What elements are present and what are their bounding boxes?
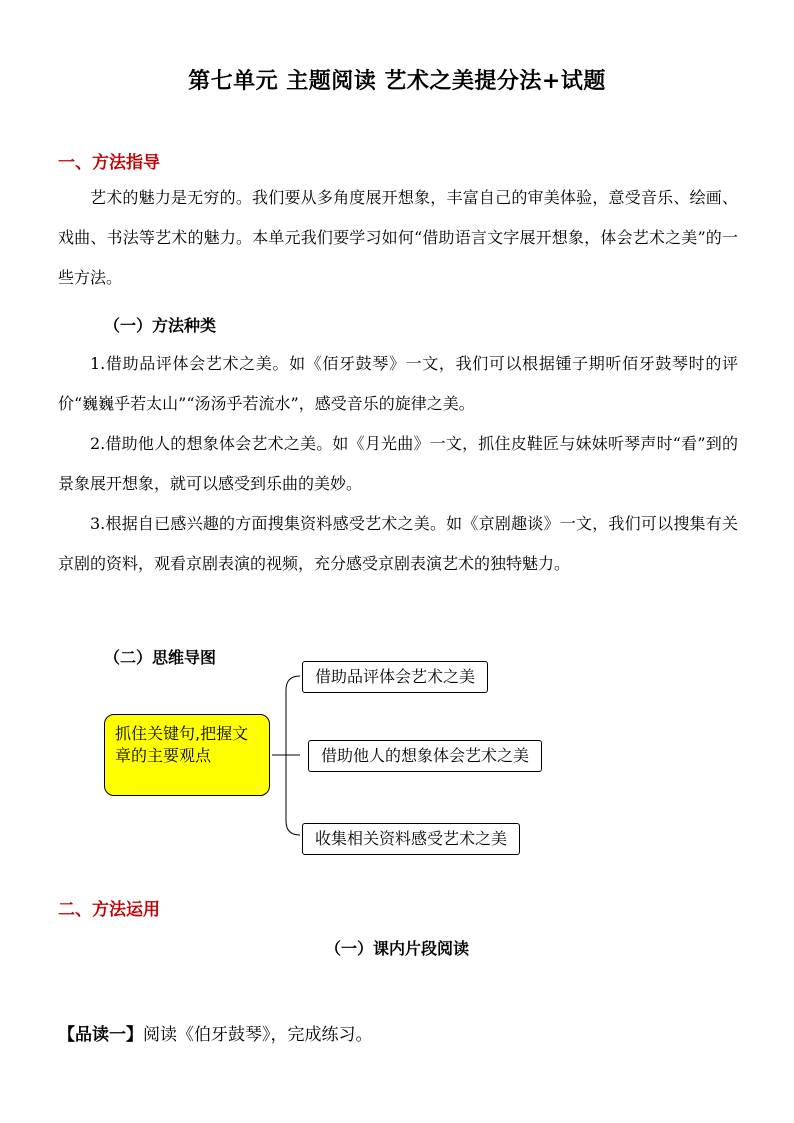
mind-map-center-node bbox=[104, 714, 270, 796]
mind-map-branch-1: 借助品评体会艺术之美 bbox=[302, 661, 488, 693]
mind-map-branch-3: 收集相关资料感受艺术之美 bbox=[302, 823, 520, 855]
method-item-3: 3.根据自已感兴趣的方面搜集资料感受艺术之美。如《京剧趣谈》一文，我们可以搜集有关京剧的资料，观看京剧表演的视频，充分感受京剧表演艺术的独特魅力。 bbox=[58, 514, 738, 573]
reading-task-label: 【品读一】 bbox=[58, 1025, 143, 1045]
subheading-in-class-reading: （一）课内片段阅读 bbox=[324, 939, 469, 958]
section-heading-method-application: 二、方法运用 bbox=[58, 900, 160, 920]
mind-map-branch-2: 借助他人的想象体会艺术之美 bbox=[308, 740, 542, 772]
section-heading-method-guide: 一、方法指导 bbox=[58, 153, 160, 173]
method-item-1: 1.借助品评体会艺术之美。如《佰牙鼓琴》一文，我们可以根据锺子期听佰牙鼓琴时的评价“巍巍乎若太山”“汤汤乎若流水”，感受音乐的旋律之美。 bbox=[58, 354, 738, 413]
mind-map-center-text: 抓住关键句,把握文章的主要观点 bbox=[115, 724, 249, 765]
method-item-2: 2.借助他人的想象体会艺术之美。如《月光曲》一文，抓住皮鞋匠与妹妹听琴声时“看”到的景象展开想象，就可以感受到乐曲的美妙。 bbox=[58, 434, 738, 493]
reading-task-text: 阅读《伯牙鼓琴》，完成练习。 bbox=[143, 1025, 373, 1045]
subheading-mind-map: （二）思维导图 bbox=[104, 648, 217, 667]
mind-map bbox=[100, 658, 580, 858]
reading-task bbox=[58, 1020, 373, 1045]
page-title: 第七单元 主题阅读 艺术之美提分法+试题 bbox=[188, 68, 606, 94]
intro-paragraph: 艺术的魅力是无穷的。我们要从多角度展开想象，丰富自己的审美体验，意受音乐、绘画、戏曲、书法等艺术的魅力。本单元我们要学习如何“借助语言文字展开想象，体会艺术之美”的一些方法。 bbox=[58, 188, 738, 287]
subheading-method-types: （一）方法种类 bbox=[104, 316, 217, 335]
